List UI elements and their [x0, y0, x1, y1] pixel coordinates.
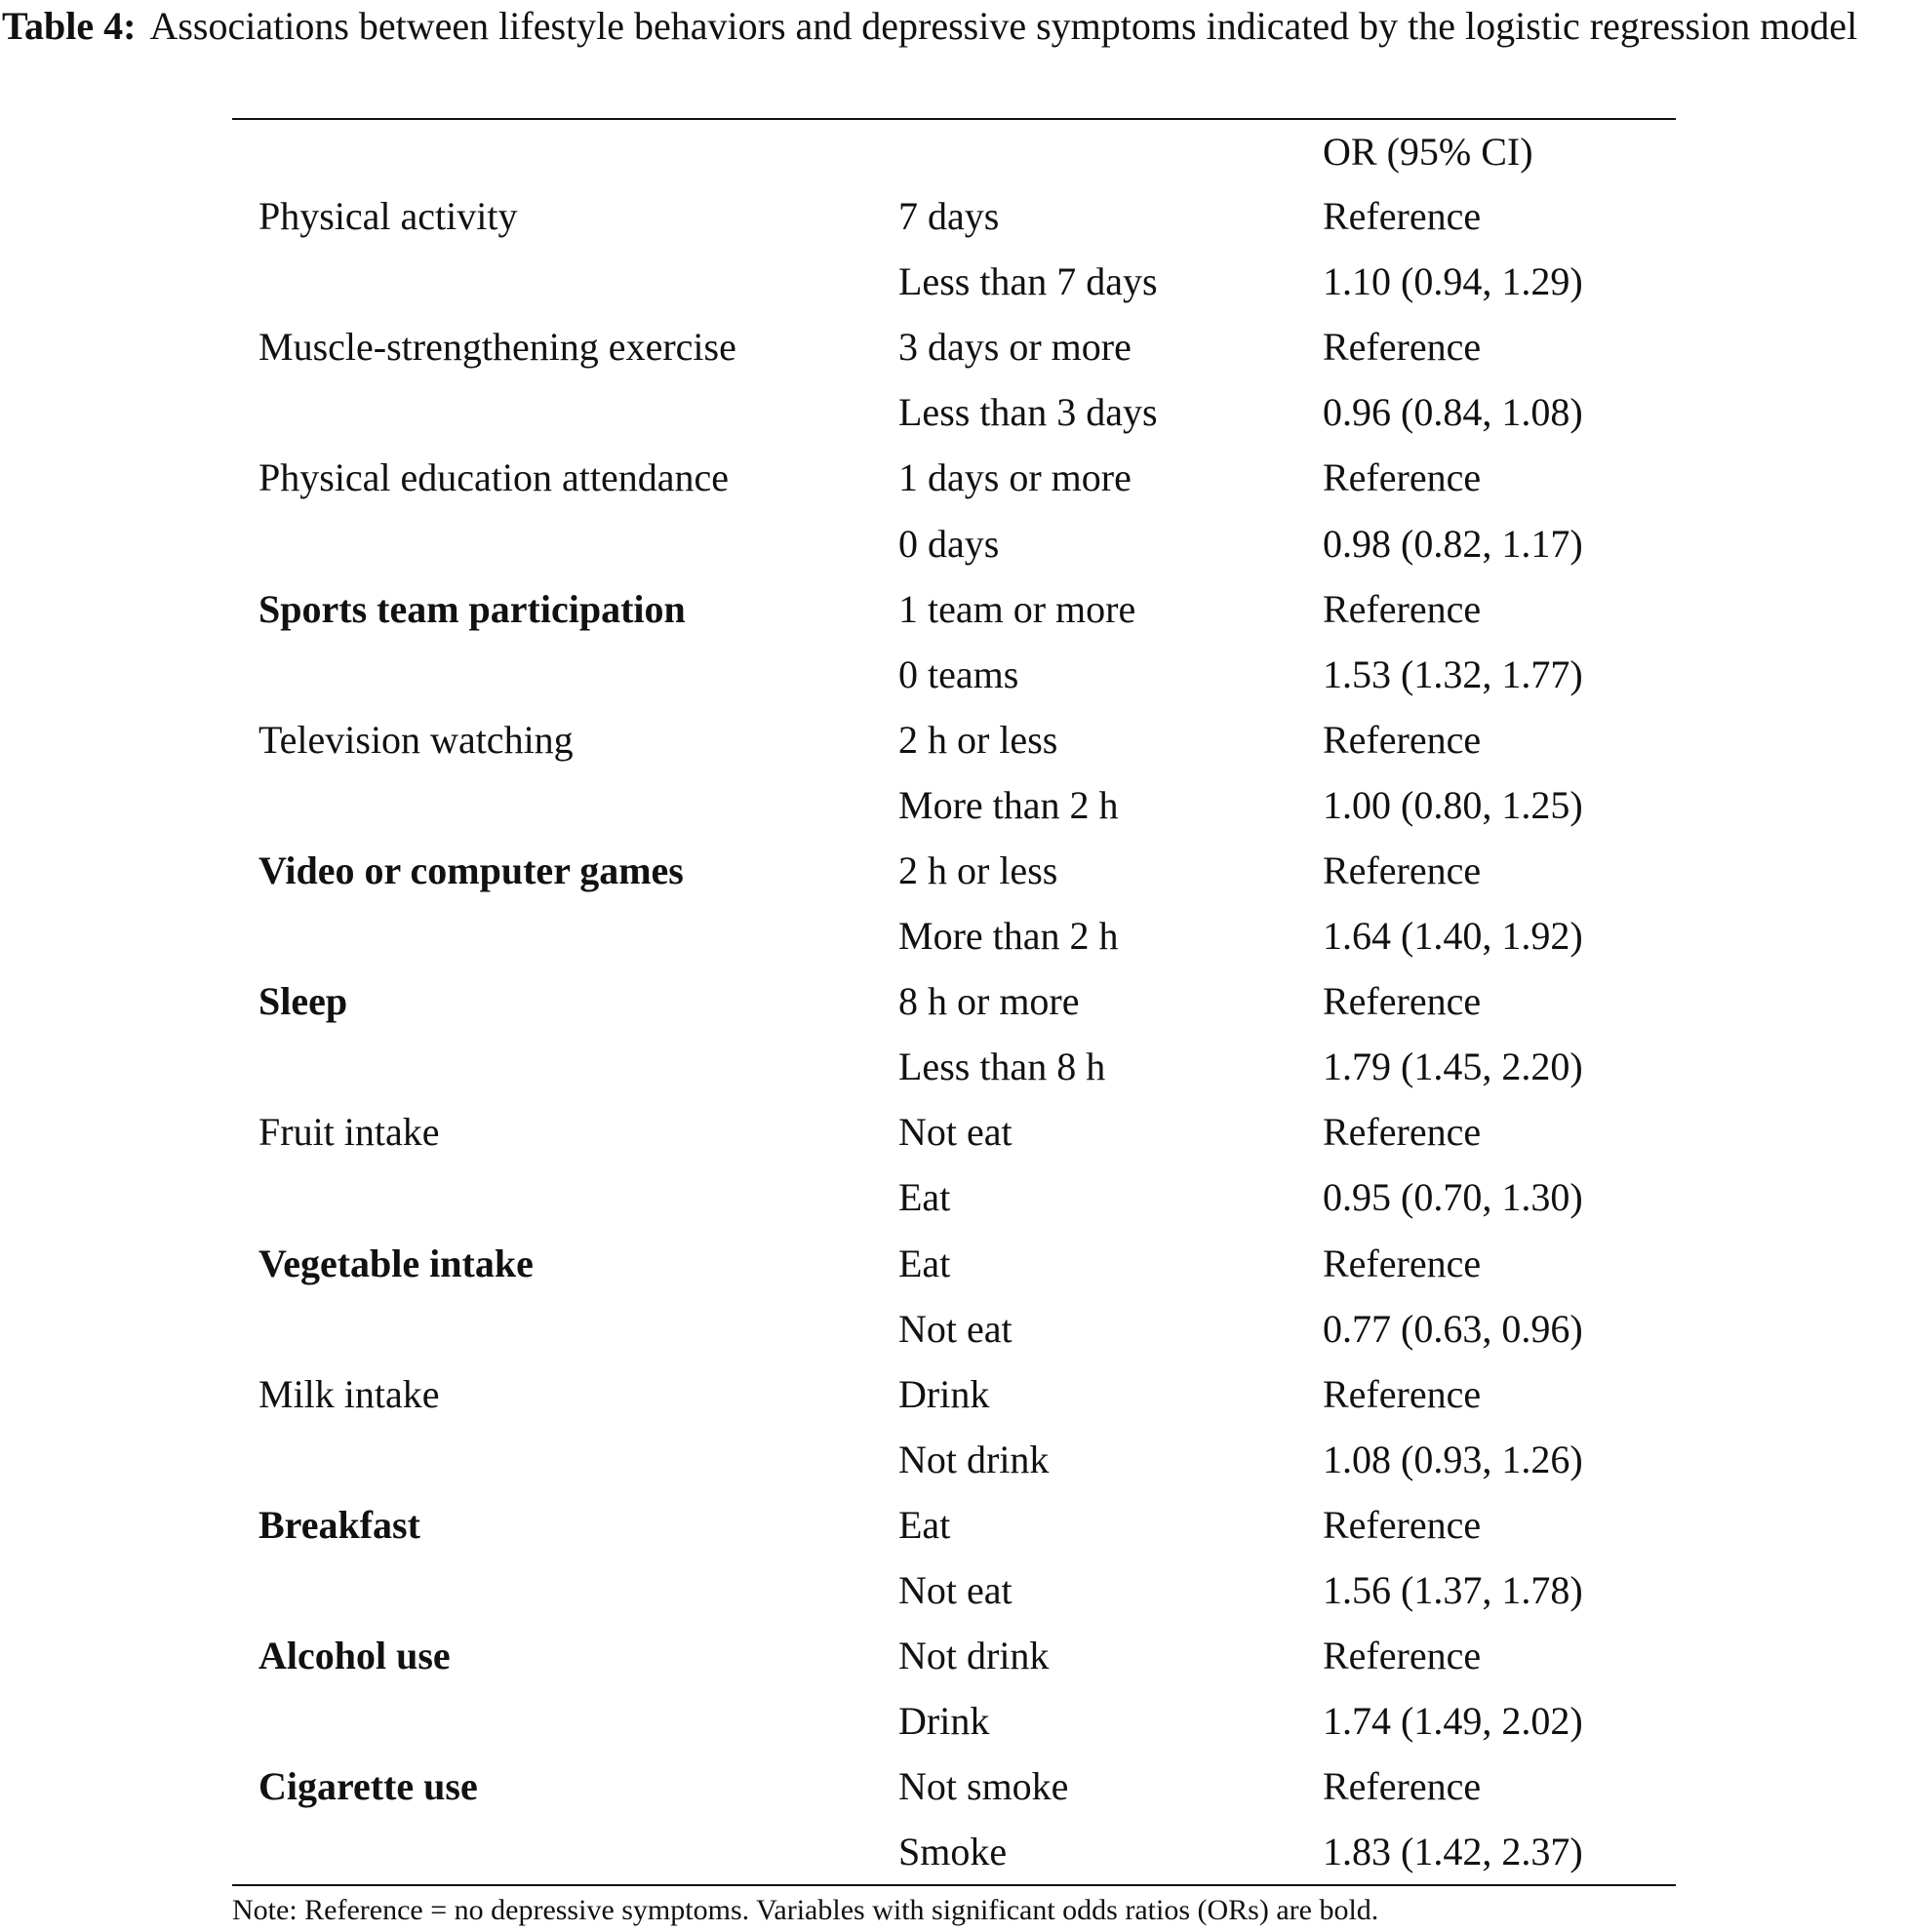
variable-cell — [232, 1034, 898, 1099]
table-row — [232, 1492, 1676, 1557]
odds-ratio-cell: Reference — [1323, 1241, 1482, 1285]
variable-cell — [232, 1296, 898, 1361]
table-row — [232, 576, 1676, 642]
table-row — [232, 903, 1676, 968]
results-table-container — [232, 118, 1676, 1886]
variable-cell — [232, 379, 898, 445]
table-caption — [2, 0, 1904, 53]
variable-cell: Cigarette use — [258, 1764, 478, 1809]
table-row — [232, 1754, 1676, 1819]
odds-ratio-cell: Reference — [1323, 1634, 1482, 1678]
table-row — [232, 1427, 1676, 1492]
table-row — [232, 314, 1676, 379]
odds-ratio-cell: 0.77 (0.63, 0.96) — [1323, 1306, 1583, 1351]
odds-ratio-cell: Reference — [1323, 194, 1482, 239]
table-bottom-rule — [232, 1884, 1676, 1886]
odds-ratio-cell: Reference — [1323, 455, 1482, 500]
level-cell: Less than 8 h — [898, 1045, 1106, 1089]
table-header-row — [232, 120, 1676, 183]
odds-ratio-cell: Reference — [1323, 979, 1482, 1024]
table-row — [232, 1099, 1676, 1164]
table-label: Table 4: — [2, 4, 137, 48]
level-cell: Eat — [898, 1241, 951, 1285]
table-row — [232, 838, 1676, 903]
level-cell: Drink — [898, 1371, 990, 1416]
table-row — [232, 968, 1676, 1034]
variable-cell: Sleep — [258, 979, 348, 1024]
variable-cell — [232, 1688, 898, 1754]
level-cell: Eat — [898, 1502, 951, 1547]
variable-cell — [232, 1427, 898, 1492]
table-row — [232, 1034, 1676, 1099]
table-row — [232, 1623, 1676, 1688]
level-cell: 2 h or less — [898, 717, 1058, 762]
odds-ratio-cell: 1.53 (1.32, 1.77) — [1323, 651, 1583, 696]
variable-cell: Sports team participation — [258, 586, 686, 631]
odds-ratio-cell: 1.83 (1.42, 2.37) — [1323, 1830, 1583, 1874]
odds-ratio-cell: 1.00 (0.80, 1.25) — [1323, 782, 1583, 827]
odds-ratio-cell: Reference — [1323, 1502, 1482, 1547]
table-row — [232, 510, 1676, 575]
table-row — [232, 1688, 1676, 1754]
variable-cell: Muscle-strengthening exercise — [258, 325, 736, 370]
odds-ratio-cell: 0.96 (0.84, 1.08) — [1323, 390, 1583, 435]
odds-ratio-cell: 1.79 (1.45, 2.20) — [1323, 1045, 1583, 1089]
variable-cell — [232, 642, 898, 707]
level-cell: Not eat — [898, 1110, 1013, 1155]
odds-ratio-cell: Reference — [1323, 848, 1482, 892]
table-row — [232, 1557, 1676, 1623]
table-row — [232, 379, 1676, 445]
table-note: Note: Reference = no depressive symptoms. Variables with significant odds ratios (ORs) are bold. — [232, 1894, 1379, 1926]
level-cell: 8 h or more — [898, 979, 1080, 1024]
odds-ratio-cell: 0.95 (0.70, 1.30) — [1323, 1175, 1583, 1220]
variable-cell: Fruit intake — [258, 1110, 440, 1155]
odds-ratio-cell: Reference — [1323, 1764, 1482, 1809]
variable-cell: Alcohol use — [258, 1634, 451, 1678]
table-body — [232, 183, 1676, 1884]
odds-ratio-cell: 1.08 (0.93, 1.26) — [1323, 1437, 1583, 1481]
variable-cell: Milk intake — [258, 1371, 440, 1416]
table-row — [232, 1819, 1676, 1884]
odds-ratio-cell: 0.98 (0.82, 1.17) — [1323, 521, 1583, 566]
level-cell: 0 teams — [898, 651, 1019, 696]
variable-cell — [232, 903, 898, 968]
variable-cell — [232, 1164, 898, 1230]
variable-cell: Physical education attendance — [258, 455, 730, 500]
odds-ratio-cell: Reference — [1323, 586, 1482, 631]
header-odds-ratio: OR (95% CI) — [1323, 130, 1533, 174]
odds-ratio-cell: 1.74 (1.49, 2.02) — [1323, 1699, 1583, 1744]
header-variable — [232, 120, 898, 183]
odds-ratio-cell: 1.64 (1.40, 1.92) — [1323, 914, 1583, 959]
table-row — [232, 642, 1676, 707]
level-cell: Not eat — [898, 1306, 1013, 1351]
table-row — [232, 772, 1676, 838]
variable-cell — [232, 1557, 898, 1623]
level-cell: Less than 3 days — [898, 390, 1158, 435]
variable-cell: Breakfast — [258, 1502, 420, 1547]
variable-cell: Video or computer games — [258, 848, 684, 892]
header-level — [898, 120, 1323, 183]
level-cell: Not drink — [898, 1437, 1050, 1481]
level-cell: 7 days — [898, 194, 1000, 239]
table-caption-text: Associations between lifestyle behaviors and depressive symptoms indicated by the logistic regression model — [149, 4, 1858, 48]
table-row — [232, 1296, 1676, 1361]
level-cell: More than 2 h — [898, 914, 1119, 959]
level-cell: Drink — [898, 1699, 990, 1744]
level-cell: Not eat — [898, 1568, 1013, 1613]
odds-ratio-cell: Reference — [1323, 1371, 1482, 1416]
table-row — [232, 1164, 1676, 1230]
table-row — [232, 249, 1676, 314]
level-cell: 2 h or less — [898, 848, 1058, 892]
variable-cell — [232, 510, 898, 575]
variable-cell — [232, 1819, 898, 1884]
level-cell: 1 days or more — [898, 455, 1132, 500]
table-row — [232, 183, 1676, 249]
odds-ratio-cell: Reference — [1323, 325, 1482, 370]
results-table — [232, 120, 1676, 1884]
level-cell: Not smoke — [898, 1764, 1069, 1809]
odds-ratio-cell: Reference — [1323, 717, 1482, 762]
level-cell: 0 days — [898, 521, 1000, 566]
table-row — [232, 707, 1676, 772]
level-cell: Eat — [898, 1175, 951, 1220]
odds-ratio-cell: Reference — [1323, 1110, 1482, 1155]
variable-cell: Vegetable intake — [258, 1241, 534, 1285]
variable-cell: Physical activity — [258, 194, 518, 239]
table-row — [232, 445, 1676, 510]
table-row — [232, 1231, 1676, 1296]
level-cell: 3 days or more — [898, 325, 1132, 370]
variable-cell: Television watching — [258, 717, 574, 762]
level-cell: Not drink — [898, 1634, 1050, 1678]
variable-cell — [232, 772, 898, 838]
level-cell: More than 2 h — [898, 782, 1119, 827]
level-cell: Less than 7 days — [898, 259, 1158, 304]
odds-ratio-cell: 1.10 (0.94, 1.29) — [1323, 259, 1583, 304]
variable-cell — [232, 249, 898, 314]
odds-ratio-cell: 1.56 (1.37, 1.78) — [1323, 1568, 1583, 1613]
level-cell: 1 team or more — [898, 586, 1136, 631]
table-row — [232, 1361, 1676, 1427]
level-cell: Smoke — [898, 1830, 1008, 1874]
